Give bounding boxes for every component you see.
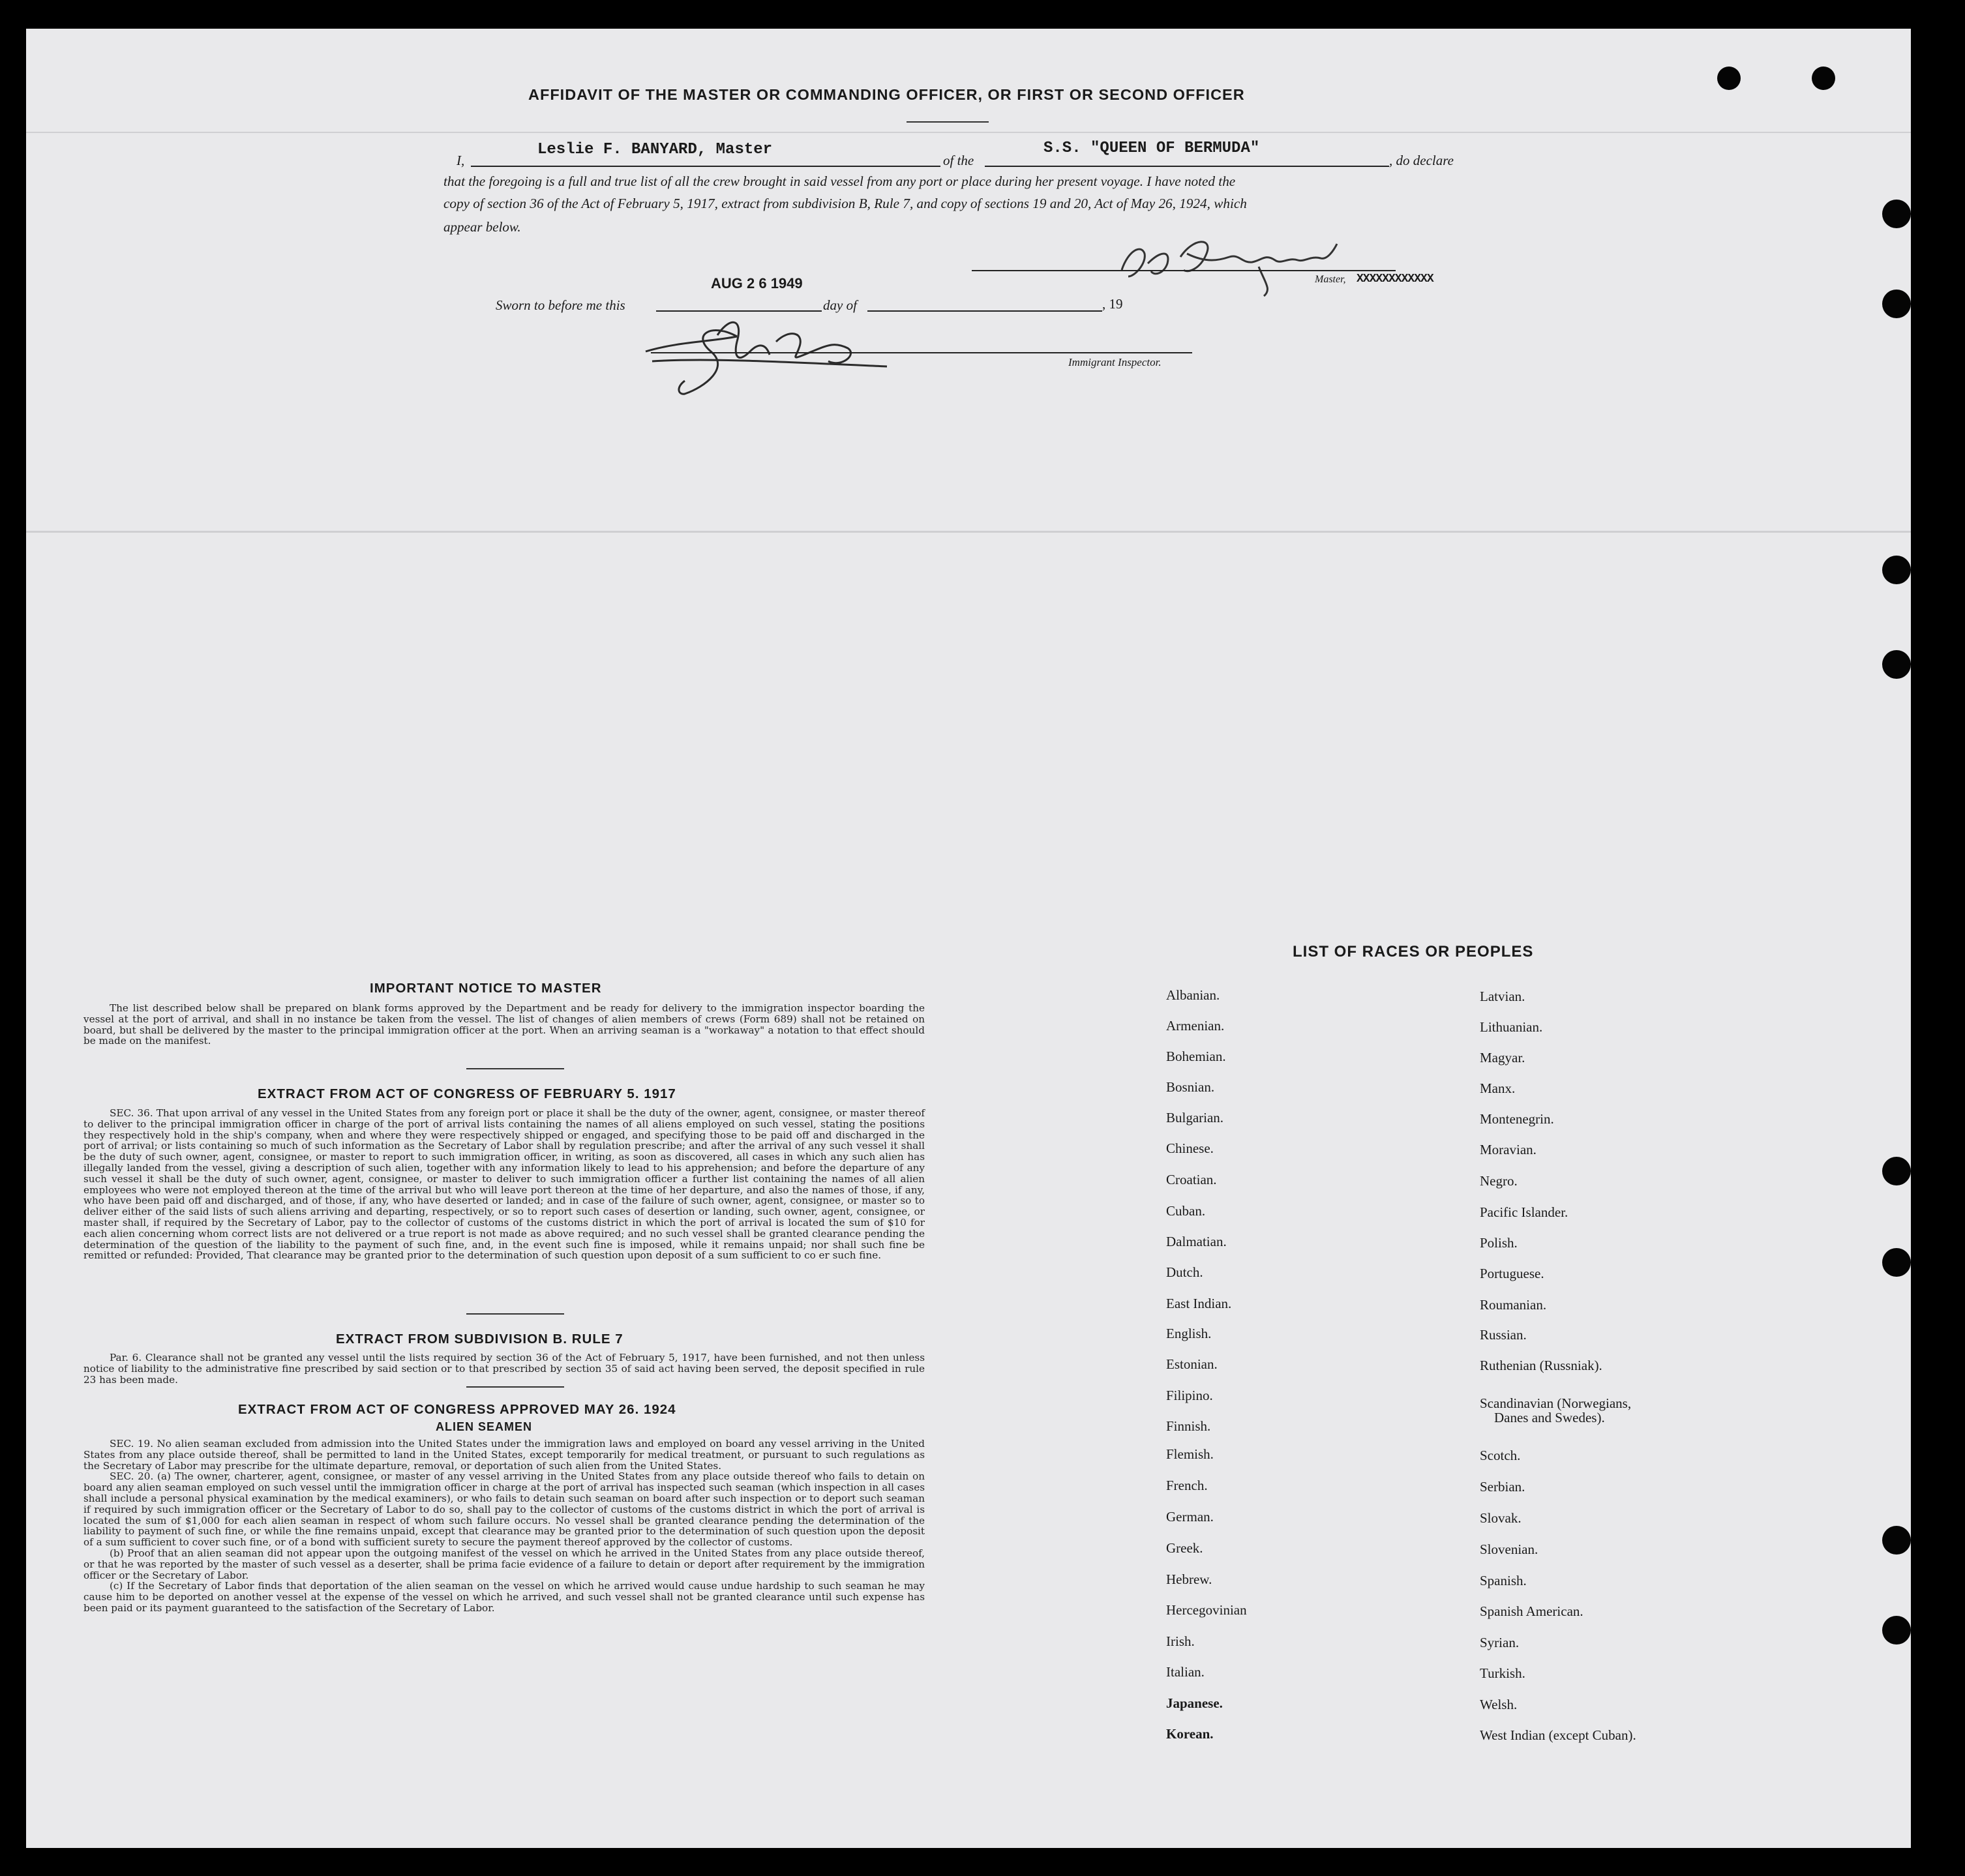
extract-rule7-title: EXTRACT FROM SUBDIVISION B. RULE 7 [336, 1332, 623, 1347]
race-item: Armenian. [1166, 1018, 1225, 1034]
race-item: Irish. [1166, 1633, 1195, 1649]
race-item: Turkish. [1480, 1665, 1525, 1681]
race-item: Filipino. [1166, 1388, 1213, 1403]
punch-hole [1812, 67, 1835, 90]
race-item: Hercegovinian [1166, 1602, 1247, 1618]
affidavit-body-3: appear below. [443, 219, 521, 235]
race-item: Estonian. [1166, 1356, 1218, 1372]
title-rule [907, 121, 989, 123]
inspector-signature [639, 296, 946, 407]
race-item: English. [1166, 1326, 1212, 1341]
year-prefix: , 19 [1102, 296, 1123, 312]
sec20c-paragraph: (c) If the Secretary of Labor finds that deportation of the alien seaman on the vessel on which he arrived would cause undue hardship to such seaman he may cause him to be deported on another vessel at the expense of the vessel on which he arrived, and such vessel shall not be granted clearance until such expense has been paid or its payment guaranteed to the satisfaction of the Secretary of Labor. [83, 1580, 925, 1614]
sec36-paragraph: SEC. 36. That upon arrival of any vessel in the United States from any foreign port or place it shall be the duty of the owner, agent, consignee, or master thereof to deliver to the principal immigration officer in charge of the port of arrival lists containing the names of all aliens employed on such vessel, stating the positions they respectively hold in the ship's company, when and where they were respectively shipped or engaged, and specifying those to be paid off and discharged in the port of arrival; or lists containing so much of such information as the Secretary of Labor shall by regulation prescribe; and after the arrival of any such vessel it shall be the duty of such owner, agent, consignee, or master to report to such immigration officer, in writing, as soon as discovered, all cases in which any such alien has illegally landed from the vessel, giving a description of such alien, together with any information likely to lead to his apprehension; and before the departure of any such vessel it shall be the duty of such owner, agent, consignee, or master to deliver to such immigration officer a further list containing the names of all alien employees who were not employed thereon at the time of the arrival but who will leave port thereon at the time of her departure, and also the names of those, if any, who have been paid off and discharged, and of those, if any, who have deserted or landed; and in case of the failure of such owner, agent, consignee, or master so to deliver either of the said lists of such aliens arriving and departing, respectively, or so to report such cases of desertion or landing, such owner, agent, consignee, or master shall, if required by the Secretary of Labor, pay to the collector of customs of the customs district in which the port of arrival is located the sum of $10 for each alien concerning whom correct lists are not delivered or a true report is not made as above required; and no such vessel shall be granted clearance pending the determination of the question of the liability to the payment of such fine, and, in the event such fine is imposed, while it remains unpaid; nor shall such fine be remitted or refunded: Provided, That clearance may be granted prior to the determination of such question upon deposit of a sum sufficient to co er such fine. [83, 1107, 925, 1262]
sec20b-paragraph: (b) Proof that an alien seaman did not appear upon the outgoing manifest of the vessel on which he arrived in the United States from any place outside thereof, or that he was reported by the master of such vessel as a deserter, shall be prima facie evidence of a failure to detain or deport after requirement by the immigration officer or the Secretary of Labor. [83, 1547, 925, 1581]
master-caption-struck: XXXXXXXXXXXX [1357, 273, 1433, 286]
race-item: Scandinavian (Norwegians, [1480, 1395, 1632, 1411]
punch-hole [1717, 67, 1741, 90]
race-item: Spanish. [1480, 1573, 1527, 1588]
race-item: Albanian. [1166, 987, 1220, 1003]
punch-hole [1882, 1526, 1911, 1555]
punch-hole [1882, 1616, 1911, 1645]
document-page [26, 29, 1911, 1848]
extract-1924-title: EXTRACT FROM ACT OF CONGRESS APPROVED MAY 26. 1924 [238, 1402, 676, 1417]
race-item: East Indian. [1166, 1296, 1232, 1311]
section-rule [466, 1068, 564, 1069]
race-item: Bulgarian. [1166, 1110, 1224, 1125]
race-item: Welsh. [1480, 1697, 1518, 1712]
extract-1924-text [83, 1438, 925, 1614]
notice-title: IMPORTANT NOTICE TO MASTER [370, 981, 602, 996]
extract-rule7-text [83, 1352, 925, 1385]
punch-hole [1882, 1157, 1911, 1185]
bleed-through-line [26, 531, 1911, 533]
alien-seamen-subtitle: ALIEN SEAMEN [436, 1420, 533, 1433]
race-item-continuation: Danes and Swedes). [1494, 1410, 1605, 1425]
race-item: Dalmatian. [1166, 1234, 1227, 1249]
vessel-name-line [985, 166, 1389, 167]
race-item: Croatian. [1166, 1172, 1217, 1187]
sworn-text: Sworn to before me this [496, 297, 625, 313]
race-item: Scotch. [1480, 1448, 1521, 1463]
affidavit-title: AFFIDAVIT OF THE MASTER OR COMMANDING OFFICER, OR FIRST OR SECOND OFFICER [528, 86, 1245, 103]
affidavit-body-2: copy of section 36 of the Act of February 5, 1917, extract from subdivision B, Rule 7, and copy of sections 19 and 20, Act of May 26, 1924, which [443, 196, 1247, 211]
master-name: Leslie F. BANYARD, Master [537, 141, 773, 158]
master-name-line [471, 166, 940, 167]
extract-1917-text [83, 1108, 925, 1261]
master-signature-line [972, 270, 1396, 271]
of-the-label: of the [943, 153, 974, 168]
race-item: Montenegrin. [1480, 1111, 1554, 1127]
race-item: Bosnian. [1166, 1079, 1215, 1095]
punch-hole [1882, 1248, 1911, 1277]
race-item: Manx. [1480, 1080, 1516, 1096]
punch-hole [1882, 290, 1911, 318]
master-signature [1109, 224, 1383, 309]
race-item: Greek. [1166, 1540, 1203, 1556]
inspector-caption: Immigrant Inspector. [1068, 356, 1162, 368]
extract-1917-title: EXTRACT FROM ACT OF CONGRESS OF FEBRUARY 5. 1917 [258, 1086, 676, 1101]
punch-hole [1882, 556, 1911, 584]
race-item: Portuguese. [1480, 1266, 1544, 1281]
race-item: Spanish American. [1480, 1603, 1583, 1619]
race-item: Serbian. [1480, 1479, 1525, 1495]
punch-hole [1882, 200, 1911, 228]
race-item: Ruthenian (Russniak). [1480, 1358, 1602, 1373]
race-item: Chinese. [1166, 1140, 1214, 1156]
race-item: Latvian. [1480, 989, 1525, 1004]
affidavit-body-1: that the foregoing is a full and true list of all the crew brought in said vessel from any port or place during her present voyage. I have noted the [443, 173, 1236, 189]
race-item: Dutch. [1166, 1264, 1203, 1280]
notice-paragraph: The list described below shall be prepared on blank forms approved by the Department and be ready for delivery to the immigration inspector boarding the vessel at the port of arrival, and shall in no instance be taken from the vessel. The list of changes of alien members of crews (Form 689) shall not be retained on board, but shall be delivered by the master to the principal immigration officer at the port. When an arriving seaman is a "workaway" a notation to that effect should be made on the manifest. [83, 1002, 925, 1047]
race-item: Roumanian. [1480, 1297, 1547, 1313]
do-declare-label: , do declare [1389, 153, 1454, 168]
race-item: Lithuanian. [1480, 1019, 1543, 1035]
rule7-paragraph: Par. 6. Clearance shall not be granted any vessel until the lists required by section 36 of the Act of February 5, 1917, have been furnished, and not then unless notice of liability to the administrative fine prescribed by said section or to that prescribed by section 35 of said act having been served, the deposit specified in rule 23 has been made. [83, 1352, 925, 1386]
race-item: West Indian (except Cuban). [1480, 1727, 1636, 1743]
race-item: Cuban. [1166, 1203, 1206, 1219]
race-item: Japanese. [1166, 1695, 1223, 1711]
race-item: Flemish. [1166, 1446, 1214, 1462]
race-item: Moravian. [1480, 1142, 1537, 1157]
vessel-name: S.S. "QUEEN OF BERMUDA" [1043, 140, 1260, 157]
race-item: Syrian. [1480, 1635, 1520, 1650]
sec20a-paragraph: SEC. 20. (a) The owner, charterer, agent, consignee, or master of any vessel arriving in the United States from any place outside thereof who fails to detain on board any alien seaman employed on such vessel until the immigration officer in charge at the port of arrival has inspected such seaman (which inspection in all cases shall include a personal physical examination by the medical examiners), or who fails to detain such seaman on board after such inspection or to deport such seaman if required by such immigration officer or the Secretary of Labor to do so, shall pay to the collector of customs of the customs district in which the port of arrival is located the sum of $1,000 for each alien seaman in respect of whom such failure occurs. No vessel shall be granted clearance pending the determination of the liability to payment of such fine, or while the fine remains unpaid, except that clearance may be granted prior to the determination of such question upon the deposit of a sum sufficient to cover such fine, or of a bond with sufficient surety to secure the payment thereof approved by the collector of customs. [83, 1470, 925, 1549]
race-item: Bohemian. [1166, 1049, 1226, 1064]
race-item: Russian. [1480, 1327, 1527, 1343]
notice-text [83, 1003, 925, 1047]
race-item: Magyar. [1480, 1050, 1525, 1065]
race-item: Finnish. [1166, 1418, 1211, 1434]
race-item: Negro. [1480, 1173, 1518, 1189]
inspector-signature-line [651, 352, 1192, 353]
races-title: LIST OF RACES OR PEOPLES [1293, 943, 1534, 960]
race-item: Polish. [1480, 1235, 1518, 1251]
sec19-paragraph: SEC. 19. No alien seaman excluded from admission into the United States under the immigration laws and employed on board any vessel arriving in the United States from any place outside thereof, shall be permitted to land in the United States, except temporarily for medical treatment, or pursuant to such regulations as the Secretary of Labor may prescribe for the ultimate departure, removal, or deportation of such alien from the United States. [83, 1438, 925, 1472]
race-item: Italian. [1166, 1664, 1205, 1680]
race-item: German. [1166, 1509, 1214, 1525]
master-caption: Master, [1315, 274, 1346, 285]
race-item: Korean. [1166, 1726, 1214, 1742]
section-rule [466, 1313, 564, 1315]
race-item: French. [1166, 1478, 1208, 1493]
bleed-through-line [26, 132, 1911, 133]
punch-hole [1882, 650, 1911, 679]
race-item: Slovenian. [1480, 1541, 1538, 1557]
race-item: Slovak. [1480, 1510, 1522, 1526]
race-item: Pacific Islander. [1480, 1204, 1568, 1220]
date-stamp: AUG 2 6 1949 [711, 275, 803, 291]
day-of-label: day of [823, 297, 857, 313]
section-rule [466, 1386, 564, 1388]
affidavit-lead: I, [457, 153, 465, 168]
race-item: Hebrew. [1166, 1571, 1212, 1587]
